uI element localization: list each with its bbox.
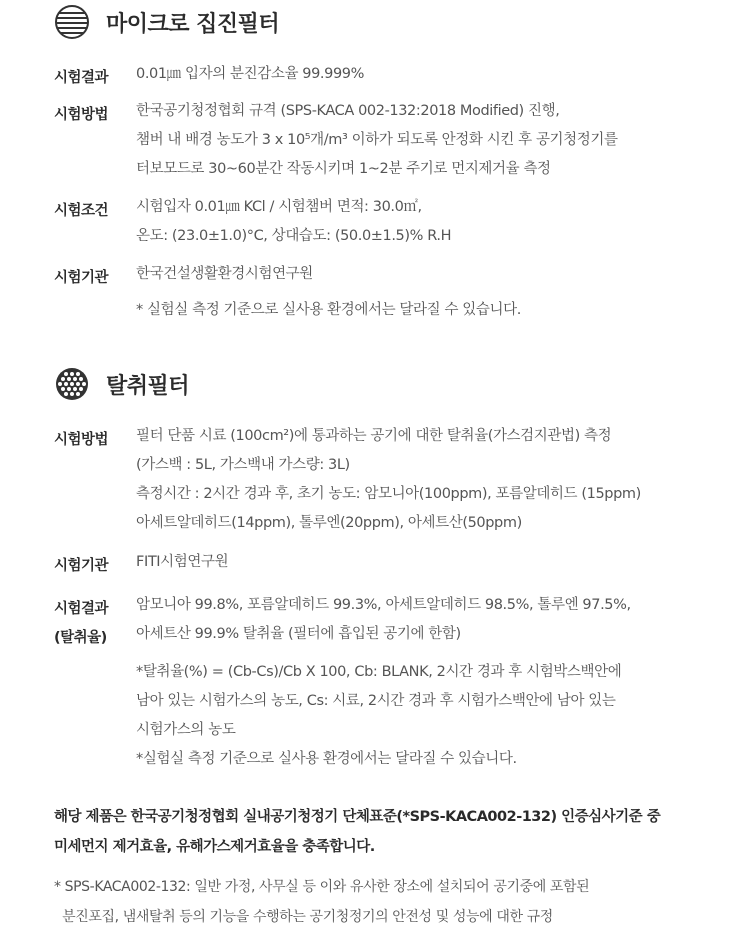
micro-filter-title: 마이크로 집진필터 bbox=[106, 11, 280, 37]
deodor-filter-mesh-icon bbox=[54, 366, 90, 402]
deodor-label-method: 시험방법 bbox=[54, 432, 109, 448]
row-text-method: 한국공기청정협회 규격 (SPS-KACA 002-132:2018 Modified) 진행, 챔버 내 배경 농도가 3 x 10⁵개/m³ 이하가 되도록 안정화 시킨 후 공기청정기를 터보모드로 30~60분간 작동시키며 1~2분 주기로 먼지제거율 측정 bbox=[136, 103, 618, 177]
deodor-filter-title: 탈취필터 bbox=[106, 373, 190, 399]
row-label-org: 시험기관 bbox=[54, 270, 109, 286]
certification-notice: 해당 제품은 한국공기청정협회 실내공기청정기 단체표준(*SPS-KACA002-132) 인증심사기준 중 미세먼지 제거효율, 유해가스제거효율을 충족합니다. bbox=[54, 809, 661, 855]
deodor-filter-header bbox=[54, 366, 189, 402]
deodor-text-org: FITI시험연구원 bbox=[136, 554, 229, 570]
deodor-label-result: 시험결과 bbox=[54, 601, 109, 617]
row-label-result: 시험결과 bbox=[54, 70, 109, 86]
micro-filter-lines-icon bbox=[54, 4, 90, 40]
row-label-condition: 시험조건 bbox=[54, 203, 109, 219]
deodor-text-result: 암모니아 99.8%, 포름알데히드 99.3%, 아세트알데히드 98.5%, 톨루엔 97.5%, 아세트산 99.9% 탈취율 (필터에 흡입된 공기에 한함) bbox=[136, 597, 631, 642]
deodor-label-org: 시험기관 bbox=[54, 558, 109, 574]
row-text-condition: 시험입자 0.01㎛ KCl / 시험챔버 면적: 30.0㎡, 온도: (23.0±1.0)°C, 상대습도: (50.0±1.5)% R.H bbox=[136, 199, 452, 244]
deodor-formula-note: *탈취율(%) = (Cb-Cs)/Cb X 100, Cb: BLANK, 2시간 경과 후 시험박스백안에 남아 있는 시험가스의 농도, Cs: 시료, 2시간 경과 후 시험가스백안에 남아 있는 시험가스의 농도 *실험실 측정 기준으로 실사용 환경에서는 달라질 수 있습니다. bbox=[136, 664, 622, 767]
row-text-org: 한국건설생활환경시험연구원 bbox=[136, 266, 313, 282]
row-label-method: 시험방법 bbox=[54, 107, 109, 123]
deodor-text-method: 필터 단품 시료 (100cm²)에 통과하는 공기에 대한 탈취율(가스검지관법) 측정 (가스백 : 5L, 가스백내 가스량: 3L) 측정시간 : 2시간 경과 후, 초기 농도: 암모니아(100ppm), 포름알데히드 (15ppm) 아세트알데히드(14ppm), 톨루엔(20ppm), 아세트산(50ppm) bbox=[136, 428, 641, 531]
deodor-label-result-sub: (탈취율) bbox=[54, 630, 107, 646]
micro-note: * 실험실 측정 기준으로 실사용 환경에서는 달라질 수 있습니다. bbox=[136, 302, 521, 318]
standard-footnote: * SPS-KACA002-132: 일반 가정, 사무실 등 이와 유사한 장소에 설치되어 공기중에 포함된 분진포집, 냄새탈취 등의 기능을 수행하는 공기청정기의 안전성 및 성능에 대한 규정 bbox=[54, 879, 590, 925]
row-text-result: 0.01㎛ 입자의 분진감소율 99.999% bbox=[136, 66, 364, 82]
micro-filter-header bbox=[54, 4, 279, 40]
